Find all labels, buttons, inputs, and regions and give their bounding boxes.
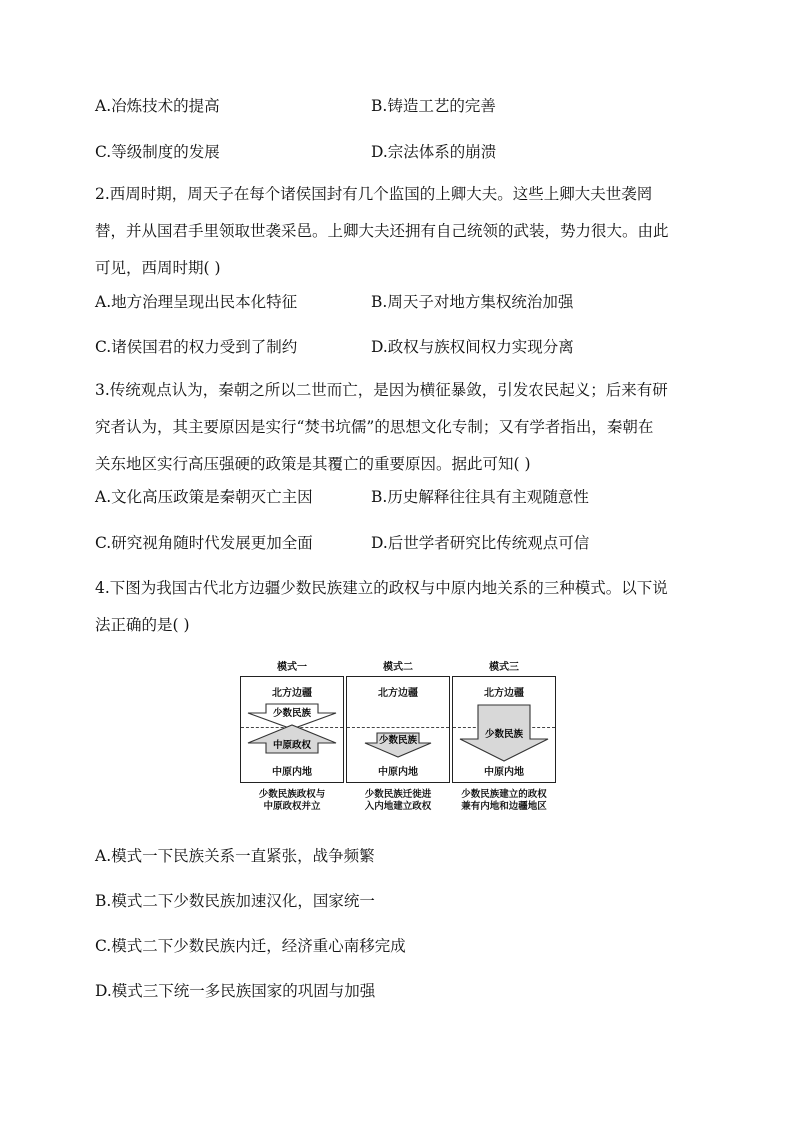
q1-option-d: D.宗法体系的崩溃: [371, 143, 497, 161]
q4-option-d: D.模式三下统一多民族国家的巩固与加强: [95, 982, 376, 1000]
q2-stem-line: 2.西周时期，周天子在每个诸侯国封有几个监国的上卿大夫。这些上卿大夫世袭罔: [95, 185, 653, 203]
q3-option-d: D.后世学者研究比传统观点可信: [371, 534, 590, 552]
panel-1-bottom-label: 中原内地: [272, 767, 312, 778]
q2-stem-line: 可见，西周时期( ): [95, 259, 221, 277]
panel-2-arrow-label: 少数民族: [378, 735, 418, 746]
q3-option-c: C.研究视角随时代发展更加全面: [95, 534, 313, 552]
panel-1-box: [240, 676, 344, 783]
panel-2-caption-line: 入内地建立政权: [364, 801, 432, 812]
panel-2-top-label: 北方边疆: [378, 688, 418, 699]
q1-option-c: C.等级制度的发展: [95, 143, 220, 161]
q2-option-d: D.政权与族权间权力实现分离: [371, 338, 574, 356]
panel-3-arrow-label: 少数民族: [484, 729, 524, 740]
q4-option-c: C.模式二下少数民族内迁，经济重心南移完成: [95, 937, 406, 955]
q1-option-a: A.冶炼技术的提高: [95, 97, 220, 115]
q2-option-a: A.地方治理呈现出民本化特征: [95, 293, 298, 311]
panel-1-caption-line: 中原政权并立: [263, 801, 321, 812]
panel-2-title: 模式二: [383, 662, 413, 673]
q2-stem: [95, 184, 700, 295]
q2-option-c: C.诸侯国君的权力受到了制约: [95, 338, 298, 356]
q3-stem-line: 关东地区实行高压强硬的政策是其覆亡的重要原因。据此可知( ): [95, 455, 531, 473]
q2-stem-line: 替，并从国君手里领取世袭采邑。上卿大夫还拥有自己统领的武装，势力很大。由此: [95, 222, 669, 240]
q3-stem-line: 究者认为，其主要原因是实行“焚书坑儒”的思想文化专制；又有学者指出，秦朝在: [95, 418, 654, 436]
q3-option-a: A.文化高压政策是秦朝灭亡主因: [95, 488, 313, 506]
q2-option-b: B.周天子对地方集权统治加强: [371, 293, 574, 311]
panel-1-arrow-up-label: 少数民族: [272, 708, 312, 719]
q1-option-b: B.铸造工艺的完善: [371, 97, 496, 115]
panel-2-bottom-label: 中原内地: [378, 767, 418, 778]
panel-2-box: [346, 676, 450, 783]
q4-diagram: [232, 656, 562, 816]
q3-stem-line: 3.传统观点认为，秦朝之所以二世而亡，是因为横征暴敛，引发农民起义；后来有研: [95, 381, 668, 399]
q3-stem: [95, 380, 700, 491]
panel-3-caption-line: 少数民族建立的政权: [461, 789, 547, 800]
panel-1-caption-line: 少数民族政权与: [258, 789, 326, 800]
q4-stem: [95, 578, 700, 652]
panel-3-title: 模式三: [489, 662, 519, 673]
panel-3-bottom-label: 中原内地: [484, 767, 524, 778]
panel-1-title: 模式一: [277, 662, 307, 673]
q4-option-b: B.模式二下少数民族加速汉化，国家统一: [95, 892, 375, 910]
panel-2-caption: [338, 789, 458, 813]
panel-2-caption-line: 少数民族迁徙进: [364, 789, 432, 800]
panel-3-box: [452, 676, 556, 783]
panel-3-caption-line: 兼有内地和边疆地区: [461, 801, 547, 812]
q3-option-b: B.历史解释往往具有主观随意性: [371, 488, 589, 506]
q4-stem-line: 法正确的是( ): [95, 616, 190, 634]
panel-3-caption: [444, 789, 564, 813]
panel-3-top-label: 北方边疆: [484, 688, 524, 699]
panel-1-arrow-down-label: 中原政权: [272, 740, 312, 751]
panel-1-caption: [232, 789, 352, 813]
q4-option-a: A.模式一下民族关系一直紧张，战争频繁: [95, 847, 375, 865]
panel-1-top-label: 北方边疆: [272, 688, 312, 699]
q4-stem-line: 4.下图为我国古代北方边疆少数民族建立的政权与中原内地关系的三种模式。以下说: [95, 579, 668, 597]
